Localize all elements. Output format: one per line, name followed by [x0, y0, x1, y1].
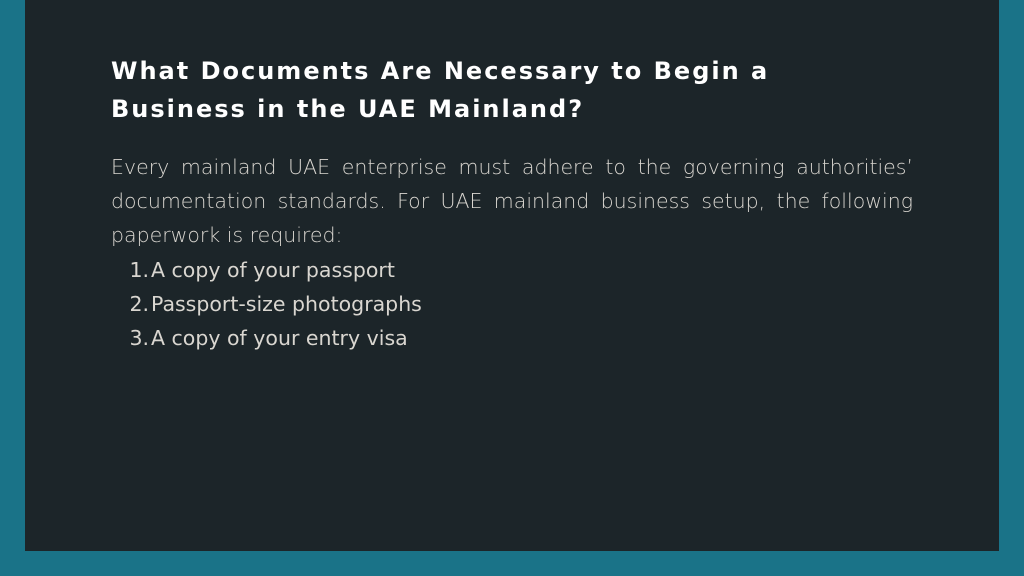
list-item	[111, 321, 422, 355]
list-item-number: 1.	[129, 258, 149, 282]
slide-panel	[25, 0, 999, 551]
slide-title: What Documents Are Necessary to Begin a Business in the UAE Mainland?	[111, 57, 770, 123]
documents-list	[111, 253, 422, 355]
list-item-text: A copy of your passport	[151, 258, 395, 282]
list-item-text: Passport-size photographs	[151, 292, 422, 316]
list-item-number: 2.	[129, 292, 149, 316]
list-item-number: 3.	[129, 326, 149, 350]
intro-paragraph: Every mainland UAE enterprise must adhere to the governing authorities’ documentation standards. For UAE mainland business setup, the following paperwork is required:	[111, 155, 913, 247]
list-item-text: A copy of your entry visa	[151, 326, 408, 350]
list-item	[111, 253, 422, 287]
list-item	[111, 287, 422, 321]
